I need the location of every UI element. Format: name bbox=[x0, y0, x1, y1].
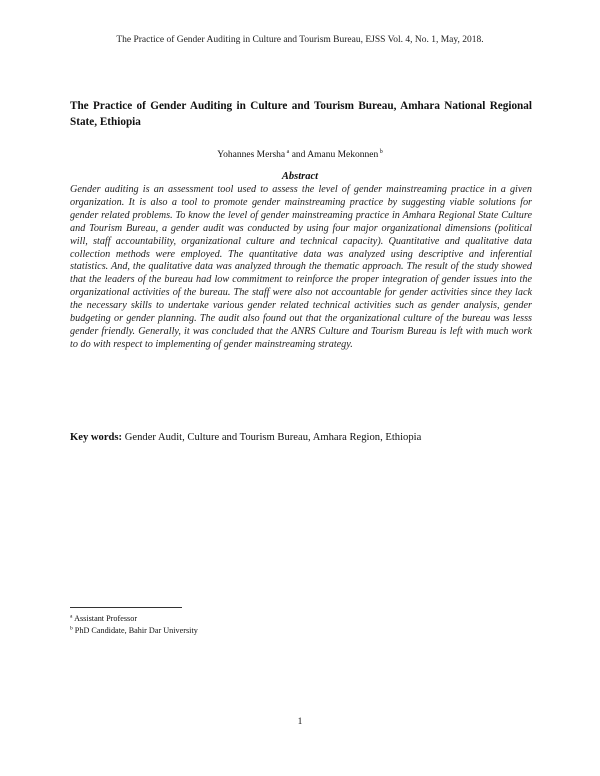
footnote-marker: a bbox=[70, 613, 73, 620]
affiliation-marker: b bbox=[379, 148, 383, 155]
author-separator: and bbox=[289, 150, 308, 160]
footnote bbox=[70, 625, 470, 637]
author-name: Amanu Mekonnen bbox=[307, 150, 379, 160]
footnote-text: Assistant Professor bbox=[74, 614, 138, 623]
keywords-text: Gender Audit, Culture and Tourism Bureau, Amhara Region, Ethiopia bbox=[124, 432, 422, 443]
paper-title: The Practice of Gender Auditing in Culture and Tourism Bureau, Amhara National Regional State, Ethiopia bbox=[70, 100, 532, 128]
author-line bbox=[0, 150, 600, 160]
author-name: Yohannes Mersha bbox=[217, 150, 286, 160]
abstract-heading: Abstract bbox=[281, 171, 319, 182]
page-number: 1 bbox=[297, 717, 303, 727]
running-head: The Practice of Gender Auditing in Culture and Tourism Bureau, EJSS Vol. 4, No. 1, May, 2018. bbox=[116, 35, 484, 45]
footnotes bbox=[70, 613, 470, 637]
footnote bbox=[70, 613, 470, 625]
keywords-label: Key words: bbox=[70, 432, 123, 443]
footnote-divider bbox=[70, 607, 182, 608]
affiliation-marker: a bbox=[286, 148, 290, 155]
abstract-body: Gender auditing is an assessment tool used to assess the level of gender mainstreaming practice in a given organization. It is also a tool to promote gender mainstreaming practice by suggesting viable solutions for gender related problems. To know the level of gender mainstreaming practice in Amhara Regional State Culture and Tourism Bureau, a gender audit was conducted by using four major organizational dimensions (political will, staff accountability, organizational culture and technical capacity). Quantitative and qualitative data collection methods were employed. The quantitative data was analyzed using descriptive and inferential statistics. And, the qualitative data was analyzed through the thematic approach. The result of the study showed that the leaders of the bureau had low commitment to reinforce the proper integration of gender issues into the organizational activities of the bureau. The staff were also not accountable for gender activities since they lack the necessary skills to undertake various gender related technical activities such as gender analysis, gender budgeting or gender planning. The audit also found out that the organizational culture of the bureau was lesss gender friendly. Generally, it was concluded that the ANRS Culture and Tourism Bureau is left with much work to do with respect to implementing of gender mainstreaming strategy. bbox=[70, 184, 532, 350]
keywords bbox=[70, 432, 532, 443]
footnote-text: PhD Candidate, Bahir Dar University bbox=[74, 626, 198, 635]
footnote-marker: b bbox=[70, 625, 73, 632]
